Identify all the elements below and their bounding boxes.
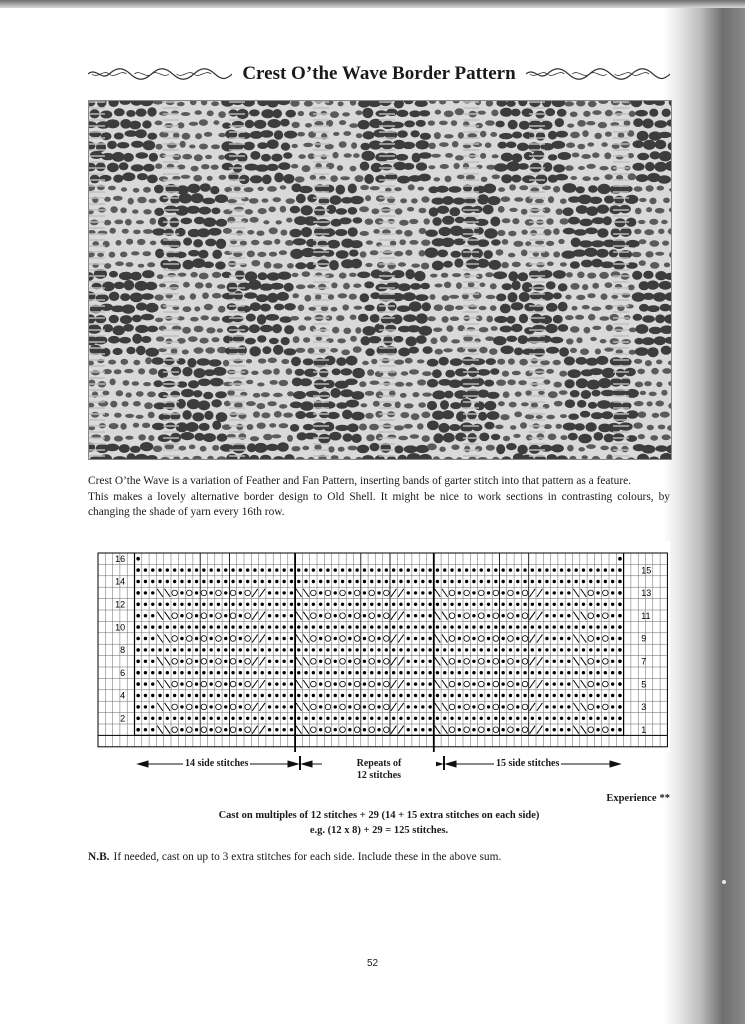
row-number-right: 1 [641,724,647,735]
row-number-left: 4 [120,690,126,701]
experience-rating [560,793,670,804]
stitch-count-row [88,756,670,786]
row-number-left: 16 [115,553,126,564]
note [88,851,670,863]
note-prefix: N.B. [88,851,110,863]
intro-paragraph-1: Crest O’the Wave is a variation of Feather and Fan Pattern, inserting bands of garter stitch into that pattern as a feature. [88,475,632,487]
row-number-left: 10 [115,622,126,633]
repeats-label-line2: 12 stitches [356,770,402,781]
left-flourish-icon [88,67,232,81]
experience-stars: ** [659,793,670,804]
cast-on-instructions [88,808,670,838]
row-number-left: 6 [120,667,126,678]
row-number-right: 3 [641,702,647,713]
row-number-right: 5 [641,679,647,690]
row-number-left: 8 [120,645,126,656]
cast-on-line-2: e.g. (12 x 8) + 29 = 125 stitches. [309,825,449,836]
knitting-chart [88,541,670,752]
side-stitches-15-label: 15 side stitches [496,758,560,769]
intro-text [88,474,670,521]
lace-swatch-photo [88,100,672,460]
note-text: If needed, cast on up to 3 extra stitches for each side. Include these in the above sum. [113,851,502,863]
row-number-left: 2 [120,713,126,724]
scan-edge [0,0,745,8]
row-number-right: 7 [641,656,647,667]
page-title: Crest O’the Wave Border Pattern [242,63,516,84]
row-number-right: 15 [641,565,652,576]
row-number-right: 11 [641,610,651,621]
intro-paragraph-2: This makes a lovely alternative border design to Old Shell. It might be nice to work sections in contrasting colours, by changing the shade of yarn every 16th row. [88,490,670,518]
repeats-label-line1: Repeats of [356,758,402,769]
scan-dust [722,880,726,884]
side-stitches-14-label: 14 side stitches [185,758,249,769]
cast-on-line-1: Cast on multiples of 12 stitches + 29 (14 + 15 extra stitches on each side) [218,810,540,821]
repeats-label [322,758,436,782]
row-number-right: 9 [641,633,647,644]
experience-label: Experience [606,793,657,804]
row-number-right: 13 [641,588,652,599]
right-flourish-icon [526,67,670,81]
chart-background [88,541,670,752]
page-number: 52 [366,958,379,969]
row-number-left: 14 [115,576,126,587]
row-number-left: 12 [115,599,126,610]
title-row [88,58,670,90]
